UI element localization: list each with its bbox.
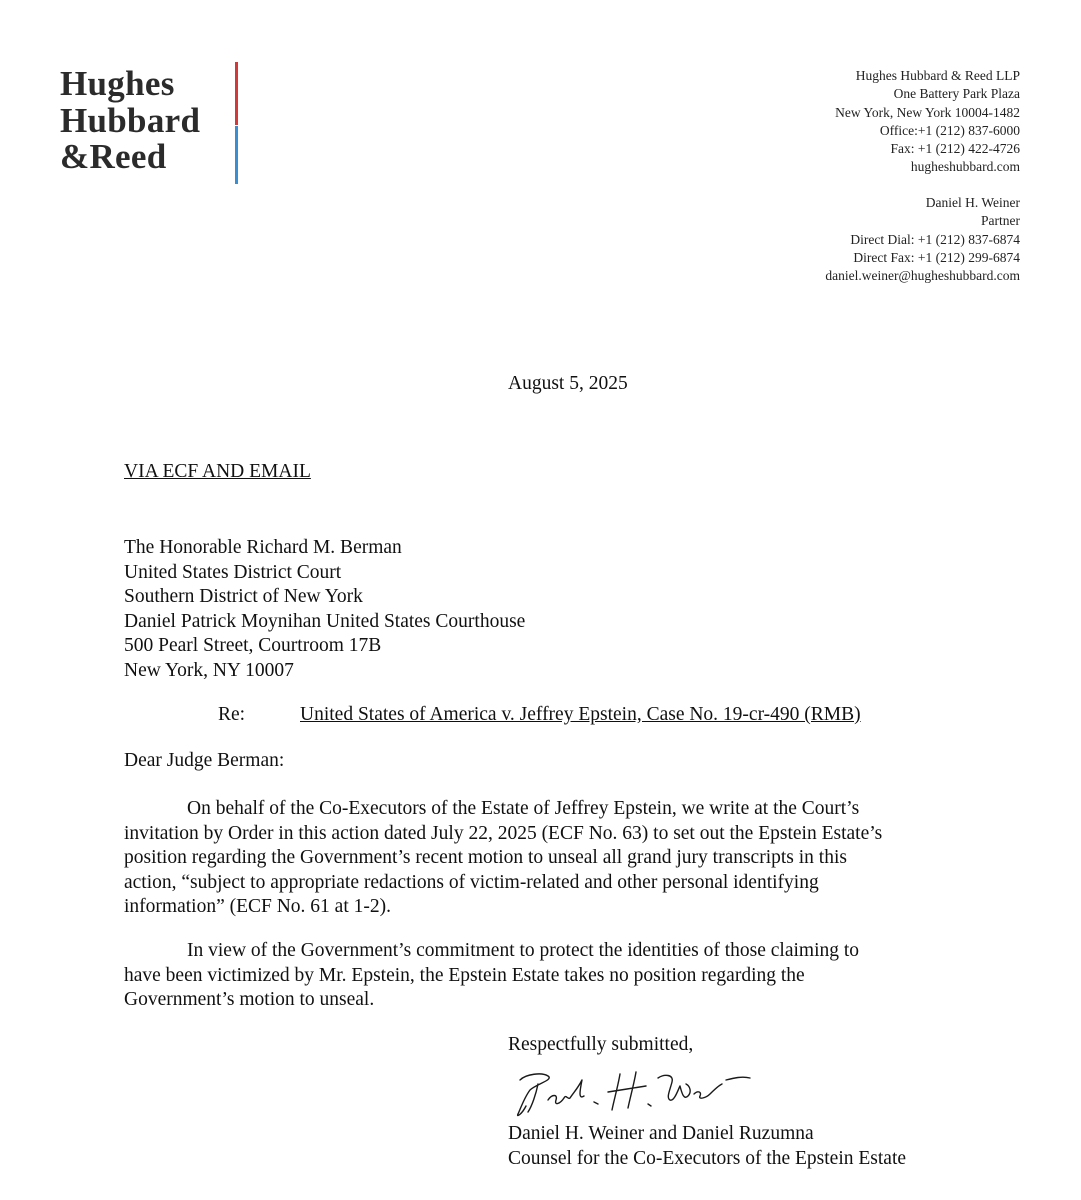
paragraph-line: position regarding the Government’s recent motion to unseal all grand jury transcripts in this: [124, 847, 847, 869]
signers-block: [508, 1122, 906, 1171]
case-caption: United States of America v. Jeffrey Epstein, Case No. 19-cr-490 (RMB): [300, 704, 861, 725]
firm-city: New York, New York 10004-1482: [835, 104, 1020, 120]
firm-street: One Battery Park Plaza: [893, 86, 1020, 102]
addressee-line: New York, NY 10007: [124, 659, 294, 681]
partner-name: Daniel H. Weiner: [925, 195, 1020, 210]
firm-logo: [60, 66, 200, 176]
firm-fax: Fax: +1 (212) 422-4726: [890, 141, 1020, 157]
re-label: Re:: [218, 704, 246, 725]
signer-role: Counsel for the Co-Executors of the Epstein Estate: [508, 1147, 907, 1169]
addressee-line: 500 Pearl Street, Courtroom 17B: [124, 635, 382, 656]
paragraph-line: information” (ECF No. 61 at 1-2).: [124, 896, 391, 918]
logo-word-1: Hughes: [60, 64, 175, 103]
partner-direct-dial: Direct Dial: +1 (212) 837-6874: [850, 231, 1020, 247]
paragraph-line: action, “subject to appropriate redactions of victim-related and other personal identifying: [124, 871, 819, 893]
addressee-line: The Honorable Richard M. Berman: [124, 537, 402, 558]
firm-website: hugheshubbard.com: [910, 159, 1020, 175]
addressee-line: United States District Court: [124, 561, 342, 583]
paragraph-line: have been victimized by Mr. Epstein, the Epstein Estate takes no position regarding the: [124, 964, 805, 986]
signer-names: Daniel H. Weiner and Daniel Ruzumna: [508, 1123, 814, 1144]
firm-contact-block: [835, 67, 1020, 177]
logo-word-3: &Reed: [60, 137, 167, 176]
addressee-block: [124, 536, 525, 683]
partner-contact-block: [825, 194, 1020, 285]
addressee-line: Daniel Patrick Moynihan United States Courthouse: [124, 610, 526, 632]
signature-image: [508, 1060, 758, 1120]
addressee-line: Southern District of New York: [124, 586, 363, 607]
paragraph-line: In view of the Government’s commitment to protect the identities of those claiming to: [187, 940, 860, 961]
firm-office-phone: Office:+1 (212) 837-6000: [879, 122, 1020, 138]
paragraph-line: Government’s motion to unseal.: [124, 989, 375, 1011]
partner-email: daniel.weiner@hugheshubbard.com: [825, 268, 1020, 284]
paragraph-1: [124, 797, 924, 920]
salutation: Dear Judge Berman:: [124, 750, 285, 771]
firm-name: Hughes Hubbard & Reed LLP: [855, 68, 1020, 83]
paragraph-line: invitation by Order in this action dated July 22, 2025 (ECF No. 63) to set out the Epstein Estate’s: [124, 822, 883, 844]
partner-direct-fax: Direct Fax: +1 (212) 299-6874: [853, 249, 1020, 265]
logo-word-2: Hubbard: [60, 100, 201, 140]
letter-date: August 5, 2025: [508, 373, 628, 394]
paragraph-line: On behalf of the Co-Executors of the Estate of Jeffrey Epstein, we write at the Court’s: [187, 798, 860, 819]
paragraph-2: [124, 939, 924, 1013]
delivery-method: VIA ECF AND EMAIL: [124, 461, 311, 482]
logo-red-bar: [235, 62, 238, 125]
closing: Respectfully submitted,: [508, 1034, 694, 1055]
partner-title: Partner: [981, 213, 1020, 229]
logo-blue-bar: [235, 126, 238, 184]
